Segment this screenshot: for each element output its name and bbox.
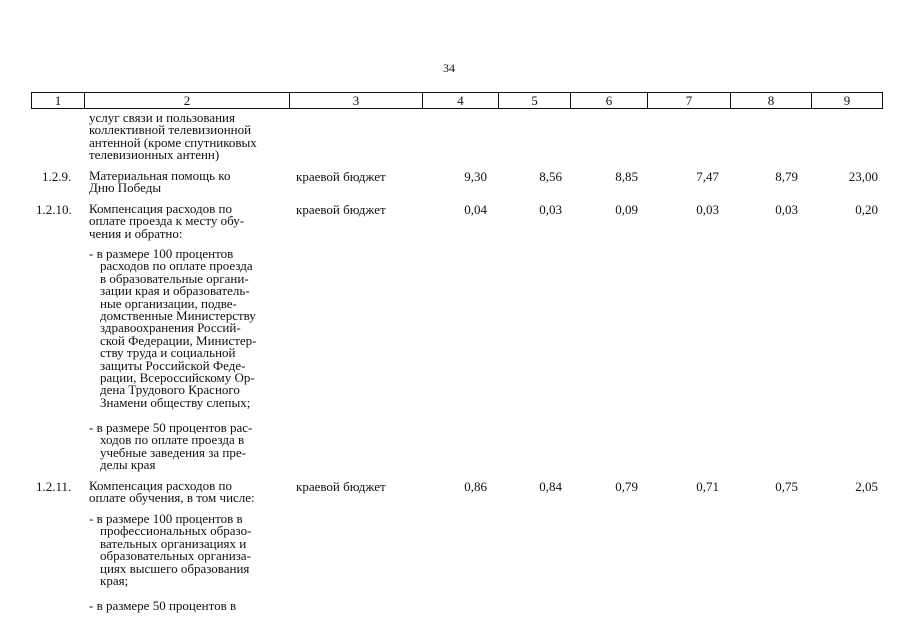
funding-source: краевой бюджет (296, 479, 386, 494)
value-col-9: 0,20 (855, 202, 878, 217)
value-col-4: 9,30 (464, 169, 487, 184)
value-col-9: 23,00 (848, 169, 878, 184)
header-cell-1: 1 (54, 93, 62, 108)
table-header-row (31, 92, 883, 109)
header-cell-8: 8 (767, 93, 775, 108)
row-description: Материальная помощь ко Дню Победы (89, 168, 231, 196)
value-col-8: 0,03 (775, 202, 798, 217)
header-cell-4: 4 (457, 93, 464, 108)
row-description: Компенсация расходов по оплате проезда к месту обу- чения и обратно: (89, 201, 245, 241)
continuation-text: услуг связи и пользования коллективной телевизионной антенной (кроме спутниковых телевизионных антенн) (89, 110, 257, 163)
value-col-9: 2,05 (855, 479, 878, 494)
header-cell-3: 3 (352, 93, 360, 108)
value-col-8: 8,79 (775, 169, 798, 184)
value-col-6: 8,85 (615, 169, 638, 184)
value-col-8: 0,75 (775, 479, 798, 494)
header-cell-5: 5 (531, 93, 538, 108)
funding-source: краевой бюджет (296, 169, 386, 184)
row-number: 1.2.10. (36, 202, 72, 217)
row-number: 1.2.11. (36, 479, 72, 494)
header-cell-9: 9 (843, 93, 851, 108)
sub-item: - в размере 100 процентов расходов по оплате проезда в образовательные органи- зации края и образователь- ные организации, подве- домственные Министерству здравоохранения Россий- ской Федерации, Министер- ству труда и социальной защиты Российской Феде- рации, Всероссийскому Ор- дена Трудового Красного Знамени обществу слепых; (89, 246, 257, 410)
page-number: 34 (443, 61, 455, 75)
value-col-7: 0,71 (696, 479, 719, 494)
value-col-5: 0,03 (539, 202, 562, 217)
header-cell-6: 6 (605, 93, 613, 108)
row-description: Компенсация расходов по оплате обучения, в том числе: (89, 478, 255, 506)
funding-source: краевой бюджет (296, 202, 386, 217)
value-col-4: 0,86 (464, 479, 487, 494)
value-col-5: 0,84 (539, 479, 562, 494)
row-number: 1.2.9. (42, 169, 72, 184)
value-col-6: 0,09 (615, 202, 638, 217)
value-col-5: 8,56 (539, 169, 562, 184)
value-col-6: 0,79 (615, 479, 638, 494)
value-col-4: 0,04 (464, 202, 487, 217)
sub-item: - в размере 50 процентов рас- ходов по оплате проезда в учебные заведения за пре- делы края (89, 420, 253, 473)
value-col-7: 7,47 (696, 169, 719, 184)
header-cell-2: 2 (183, 93, 191, 108)
sub-item: - в размере 50 процентов в (89, 598, 237, 613)
header-cell-7: 7 (685, 93, 693, 108)
value-col-7: 0,03 (696, 202, 719, 217)
sub-item: - в размере 100 процентов в профессиональных образо- вательных организациях и образовательных организа- циях высшего образования края; (89, 511, 252, 589)
